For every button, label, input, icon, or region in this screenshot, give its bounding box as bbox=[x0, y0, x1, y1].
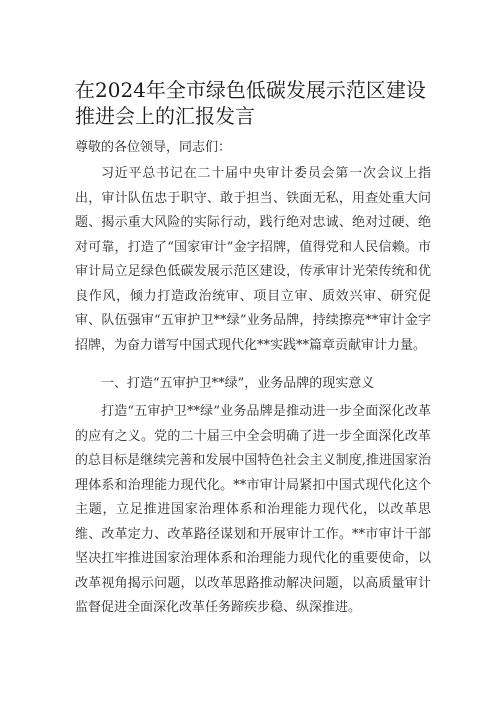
greeting: 尊敬的各位领导，同志们： bbox=[75, 140, 232, 155]
section-heading-1: 一、打造“五审护卫**绿”，业务品牌的现实意义 bbox=[101, 376, 375, 391]
document-title: 在2024年全市绿色低碳发展示范区建设推进会上的汇报发言 bbox=[75, 78, 426, 128]
paragraph-2: 打造“五审护卫**绿”业务品牌是推动进一步全面深化改革的应有之义。党的二十届三中全会明确了进一步全面深化改革的总目标是继续完善和发展中国特色社会主义制度,推进国家治理体系和治理能力现代化。**市审计局紧扣中国式现代化这个主题，立足推进国家治理体系和治理能力现代化，以改革思维、改革定力、改革路径谋划和开展审计工作。**市审计干部坚决扛牢推进国家治理体系和治理能力现代化的重要使命，以改革视角揭示问题，以改革思路推动解决问题，以高质量审计监督促进全面深化改革任务蹄疾步稳、纵深推进。 bbox=[75, 404, 431, 615]
paragraph-1: 习近平总书记在二十届中央审计委员会第一次会议上指出，审计队伍忠于职守、敢于担当、铁面无私，用查处重大问题、揭示重大风险的实际行动，践行绝对忠诚、绝对过硬、绝对可靠，打造了“国家审计”金字招牌，值得党和人民信赖。市审计局立足绿色低碳发展示范区建设，传承审计光荣传统和优良作风，倾力打造政治统审、项目立审、质效兴审、研究促审、队伍强审“五审护卫**绿”业务品牌，持续擦亮**审计金字招牌，为奋力谱写中国式现代化**实践**篇章贡献审计力量。 bbox=[75, 166, 431, 353]
